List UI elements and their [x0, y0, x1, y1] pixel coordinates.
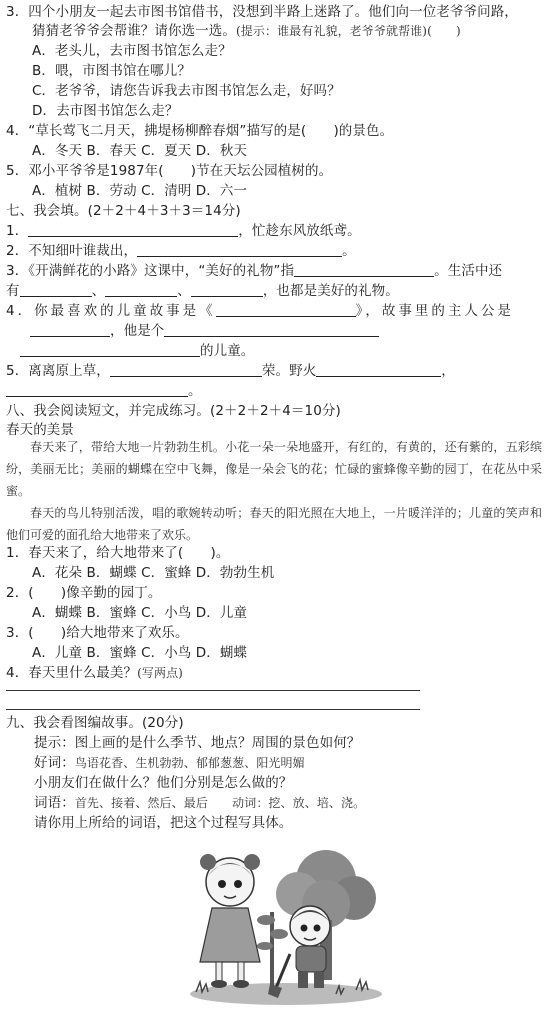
q3-stem-text: 猜猜老爷爷会帮谁？请你选一选。	[32, 23, 236, 39]
fill-blank[interactable]	[216, 303, 356, 317]
words-line	[34, 794, 365, 812]
reading-q3: 3．( )给大地带来了欢乐。	[6, 625, 189, 641]
fill-3-text-end: 。生活中还	[434, 263, 503, 279]
q5-options: A．植树 B．劳动 C．清明 D．六一	[32, 183, 248, 199]
passage-title: 春天的美景	[6, 422, 74, 438]
fill-3b-end: ，也都是美好的礼物。	[262, 283, 399, 299]
answer-line[interactable]	[6, 709, 420, 710]
fill-5-poem-mid: 荣。野火	[261, 363, 317, 379]
fill-2-end: 。	[342, 243, 356, 259]
fill-blank[interactable]	[110, 363, 262, 377]
fill-blank[interactable]	[30, 323, 110, 337]
fill-line-4c	[20, 342, 254, 360]
story-instruction: 请你用上所给的词语，把这个过程写具体。	[34, 815, 293, 831]
fill-1-poem-text: ，忙趁东风放纸鸢。	[238, 223, 361, 239]
fill-blank[interactable]	[137, 243, 342, 257]
fill-line-5	[6, 362, 455, 380]
fill-line-1	[6, 222, 361, 240]
fill-blank[interactable]	[20, 343, 200, 357]
fill-line-3b	[6, 282, 399, 300]
section-8-title: 八、我会阅读短文，并完成练习。(2＋2＋2＋4＝10分)	[6, 403, 341, 419]
fill-5-end: 。	[188, 383, 202, 399]
q3-option-a: A．老头儿，去市图书馆怎么走？	[32, 43, 232, 59]
fill-4-text-b: ，他是个	[110, 323, 165, 339]
q5-stem: 5．邓小平爷爷是1987年( )节在天坛公园植树的。	[6, 163, 333, 179]
fill-line-4	[6, 302, 514, 320]
passage-paragraph-1: 春天来了，带给大地一片勃勃生机。小花一朵一朵地盛开，有红的，有黄的，还有紫的，五彩缤纷，美丽无比；美丽的蝴蝶在空中飞舞，像是一朵会飞的花；忙碌的蜜蜂像辛勤的园丁，在花丛中采蜜。	[6, 440, 542, 498]
fill-blank[interactable]	[294, 263, 434, 277]
fill-line-5b	[6, 382, 202, 400]
separator: 、	[177, 283, 191, 299]
fill-blank[interactable]	[316, 363, 441, 377]
story-hint-1: 提示：图上画的是什么季节、地点？周围的景色如何？	[34, 735, 361, 751]
separator: 、	[91, 283, 106, 299]
q3-stem-line2	[32, 22, 461, 40]
fill-4-text-mid: 》，故事里的主人公是	[355, 303, 514, 319]
fill-line-3	[6, 262, 502, 280]
fill-4-text-end: 的儿童。	[200, 343, 255, 359]
reading-q4-text: 4．春天里什么最美？	[6, 665, 138, 681]
q3-option-b: B．喂，市图书馆在哪儿？	[32, 63, 191, 79]
good-words-line	[34, 754, 305, 772]
q4-options: A．冬天 B．春天 C．夏天 D．秋天	[32, 143, 248, 159]
fill-blank[interactable]	[6, 383, 188, 397]
good-words-label: 好词：	[34, 755, 75, 771]
q3-option-c: C．老爷爷，请您告诉我去市图书馆怎么走，好吗？	[32, 83, 341, 99]
words-label: 词语：	[34, 795, 75, 811]
fill-line-4b	[30, 322, 379, 340]
fill-blank[interactable]	[191, 283, 263, 297]
boy-icon	[290, 906, 330, 988]
fill-5-poem-text: 5．离离原上草，	[6, 363, 110, 379]
fill-3b-start: 有	[6, 283, 20, 299]
reading-q4	[6, 664, 183, 682]
fill-blank[interactable]	[105, 283, 177, 297]
reading-q3-options: A．儿童 B．蜜蜂 C．小鸟 D．蝴蝶	[32, 645, 248, 661]
q3-hint: (提示：谁最有礼貌，老爷爷就帮谁)( )	[236, 24, 461, 38]
reading-q2-options: A．蝴蝶 B．蜜蜂 C．小鸟 D．儿童	[32, 605, 248, 621]
fill-line-2	[6, 242, 356, 260]
fill-blank[interactable]	[20, 283, 92, 297]
q3-option-d: D．去市图书馆怎么走？	[32, 103, 179, 119]
q3-stem-line1: 3．四个小朋友一起去市图书馆借书，没想到半路上迷路了。他们向一位老爷爷问路，	[6, 4, 518, 20]
story-hint-2: 小朋友们在做什么？他们分别是怎么做的？	[34, 775, 293, 791]
answer-line[interactable]	[6, 690, 420, 691]
reading-q1: 1．春天来了，给大地带来了( )。	[6, 545, 230, 561]
passage-paragraph-2: 春天的鸟儿特别活泼，唱的歌婉转动听；春天的阳光照在大地上，一片暖洋洋的；儿童的笑声和他们可爱的面孔给大地带来了欢乐。	[6, 506, 542, 542]
good-words: 鸟语花香、生机勃勃、郁郁葱葱、阳光明媚	[74, 756, 305, 770]
reading-q4-hint: (写两点)	[137, 666, 183, 680]
fill-4-text: 4．你最喜欢的儿童故事是《	[6, 303, 216, 319]
reading-q1-options: A．花朵 B．蝴蝶 C．蜜蜂 D．勃勃生机	[32, 565, 275, 581]
fill-3-text: 3．《开满鲜花的小路》这课中，“美好的礼物”指	[6, 263, 295, 279]
fill-blank[interactable]	[28, 223, 238, 237]
sapling-icon	[257, 912, 288, 990]
fill-1-number: 1．	[6, 223, 29, 239]
section-9-title: 九、我会看图编故事。(20分)	[6, 715, 184, 731]
fill-2-poem-text: 2．不知细叶谁裁出，	[6, 243, 138, 259]
fill-blank[interactable]	[164, 323, 379, 337]
children-planting-tree-illustration	[186, 842, 386, 1008]
reading-q2: 2．( )像辛勤的园丁。	[6, 585, 162, 601]
words-list: 首先、接着、然后、最后 动词：挖、放、培、浇。	[74, 796, 366, 810]
q4-stem: 4．“草长莺飞二月天，拂堤杨柳醉春烟”描写的是( )的景色。	[6, 123, 394, 139]
girl-icon	[200, 854, 260, 988]
fill-5-comma: ，	[441, 363, 455, 379]
section-7-title: 七、我会填。(2＋2＋4＋3＋3＝14分)	[6, 203, 241, 219]
